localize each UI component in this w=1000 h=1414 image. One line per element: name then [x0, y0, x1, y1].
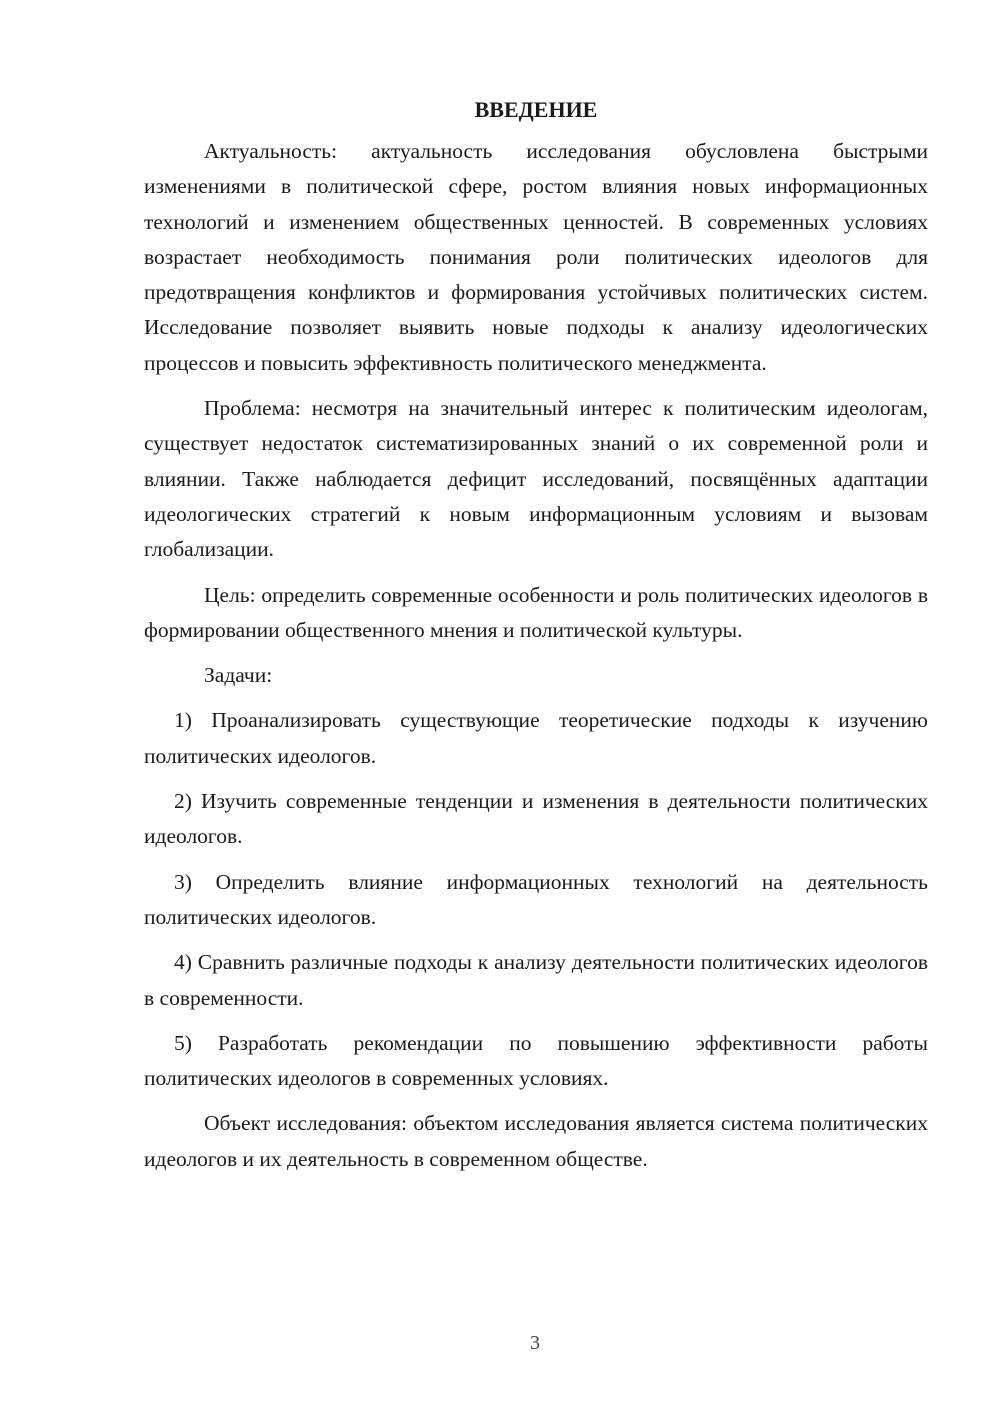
paragraph-object: Объект исследования: объектом исследования является система политических идеологов и их деятельность в современном обществе. [144, 1111, 928, 1171]
task-item: 4) Сравнить различные подходы к анализу деятельности политических идеологов в современности. [144, 950, 928, 1010]
task-item: 2) Изучить современные тенденции и изменения в деятельности политических идеологов. [144, 789, 928, 849]
page-number: 3 [530, 1332, 540, 1354]
paragraph-goal: Цель: определить современные особенности и роль политических идеологов в формировании общественного мнения и политической культуры. [144, 582, 928, 642]
task-item: 5) Разработать рекомендации по повышению эффективности работы политических идеологов в современных условиях. [144, 1030, 928, 1091]
tasks-heading: Задачи: [204, 663, 273, 688]
paragraph-relevance: Актуальность: актуальность исследования обусловлена быстрыми изменениями в политической сфере, ростом влияния новых информационных технологий и изменением общественных ценностей. В современных условиях возрастает необходимость понимания роли политических идеологов для предотвращения конфликтов и формирования устойчивых политических систем. Исследование позволяет выявить новые подходы к анализу идеологических процессов и повысить эффективность политического менеджмента. [144, 139, 928, 375]
task-item: 3) Определить влияние информационных технологий на деятельность политических идеологов. [144, 869, 928, 929]
section-title: ВВЕДЕНИЕ [474, 97, 598, 122]
task-item: 1) Проанализировать существующие теоретические подходы к изучению политических идеологов. [144, 708, 928, 768]
document-page [144, 92, 928, 1177]
paragraph-problem: Проблема: несмотря на значительный интерес к политическим идеологам, существует недостаток систематизированных знаний о их современной роли и влиянии. Также наблюдается дефицит исследований, посвящённых адаптации идеологических стратегий к новым информационным условиям и вызовам глобализации. [144, 396, 928, 562]
